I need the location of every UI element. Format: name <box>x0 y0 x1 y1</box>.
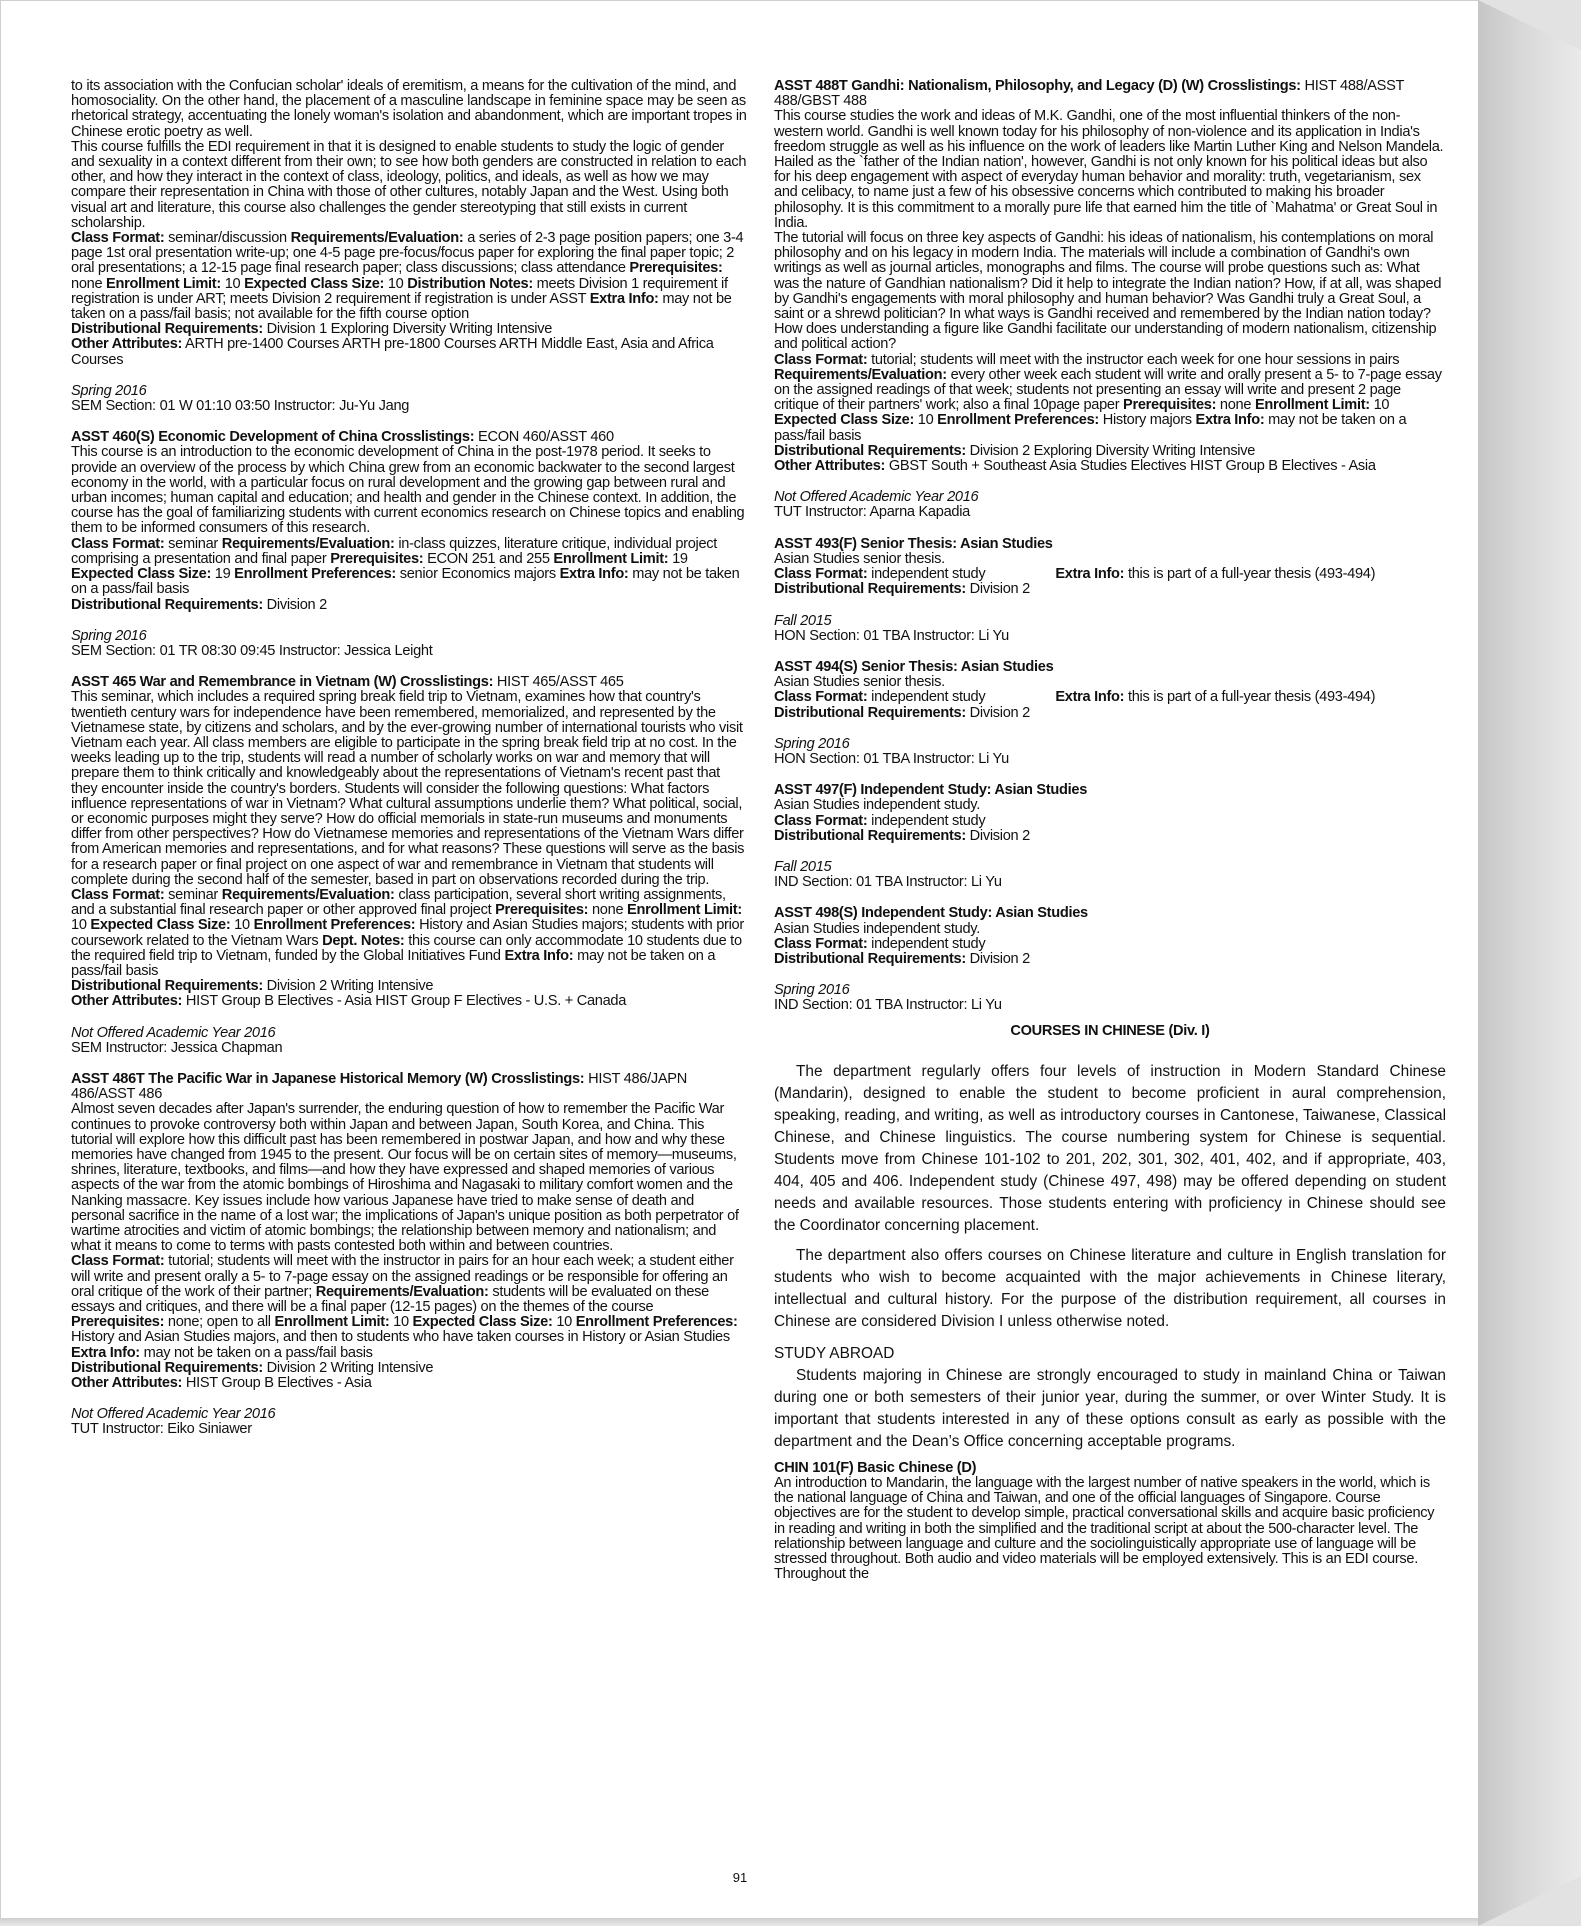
course-description: Asian Studies senior thesis. <box>774 550 945 567</box>
field-label: Class Format: <box>774 812 868 829</box>
term-label: Not Offered Academic Year 2016 <box>71 1024 276 1041</box>
field-label: Distributional Requirements: <box>774 442 966 459</box>
course-title <box>774 906 1446 921</box>
field-label: Prerequisites: <box>330 550 424 567</box>
description-paragraph: This course fulfills the EDI requirement in that it is designed to enable students to study the logic of gender and sexuality in a context different from their own; to see how both genders are constructed in relation to each other, and how they interact in the context of class, ideology, politics, and ideals, as well as how we may compare their representation in China with those of other cultures, notably Japan and the West. Using both visual art and literature, this course also challenges the gender stereotyping that still exists in current scholarship. <box>71 138 747 231</box>
spacer <box>71 613 747 629</box>
course-description <box>71 79 747 231</box>
section-info <box>774 490 1446 520</box>
field-label: Enrollment Limit: <box>1254 397 1370 414</box>
field-label: Extra Info: <box>559 566 629 583</box>
field-label: Extra Info: <box>1055 566 1125 583</box>
field-label: Prerequisites: <box>629 260 723 277</box>
term-label: Spring 2016 <box>71 382 147 399</box>
course-title: ASST 460(S) Economic Development of China Crosslistings: ECON 460/ASST 460 <box>71 429 614 446</box>
spacer <box>71 368 747 384</box>
term-label: Not Offered Academic Year 2016 <box>71 1406 276 1423</box>
section-line: SEM Instructor: Jessica Chapman <box>71 1039 283 1056</box>
field-label: Extra Info: <box>1195 412 1265 429</box>
course-chin-101 <box>774 1461 1446 1583</box>
chinese-translation-paragraph: The department also offers courses on Chinese literature and culture in English translation for students who wish to become acquainted with the major achievements in Chinese literary, intellectual and cultural history. For the purpose of the distribution requirement, all courses in Chinese are considered Division I unless otherwise noted. <box>774 1246 1446 1330</box>
course-entry <box>774 783 1446 844</box>
field-label: Extra Info: <box>589 290 659 307</box>
course-description: Almost seven decades after Japan's surrender, the enduring question of how to remember the Pacific War continues to provoke controversy both within Japan and between Japan, South Korea, and China. This tutorial will explore how this difficult past has been remembered in postwar Japan, and how and why these memories have changed from 1945 to the present. Our focus will be on certain sites of memory—museums, shrines, literature, textbooks, and films—and how they have expressed and shaped memories of various aspects of the war from the atomic bombings of Hiroshima and Nagasaki to military comfort women and the Nanking massacre. Key issues include how various Japanese have tried to make sense of death and personal sacrifice in the name of a lost war; the implications of Japan's unique position as both perpetrator of wartime atrocities and victim of atomic bombings; the relationship between memory and nationalism; and what it means to come to terms with pasts contested both within and between countries. <box>71 1101 739 1255</box>
course-description: This seminar, which includes a required spring break field trip to Vietnam, examines how that country's twentieth century wars for independence have been remembered, memorialized, and represented by the Vietnamese state, by citizens and scholars, and by the ever-growing number of international tourists who visit Vietnam each year. All class members are eligible to participate in the spring break field trip at no cost. In the weeks leading up to the trip, students will read a number of scholarly works on war and memory that will prepare them to think critically and knowledgeably about the representations of Vietnam's recent past that they encounter inside the country's borders. Students will consider the following questions: What factors influence representations of war in Vietnam? What cultural assumptions underlie them? What political, social, or economic purposes might they serve? How do official memorials in state-run museums and monuments differ from other perspectives? How do Vietnamese memories and representations of the Vietnam Wars differ from American memories and representations, and for what reasons? These questions will serve as the basis for a research paper or final project on one aspect of war and remembrance in Vietnam that students will complete during the second half of the semester, based in part on observations recorded during the trip. <box>71 689 745 888</box>
course-description: This course studies the work and ideas of M.K. Gandhi, one of the most influential thinkers of the non-western world. Gandhi is well known today for his philosophy of non-violence and its application in India's freedom struggle as well as his influence on the work of leaders like Martin Luther King and Nelson Mandela. Hailed as the `father of the Indian nation', however, Gandhi is not only known for his political ideas but also for his deep engagement with aspect of everyday human behavior and morality: truth, vegetarianism, sex and celibacy, to name just a few of his obsessive concerns which contributed to making his broader philosophy. It is this commitment to a morally pure life that earned him the title of `Mahatma' or Great Soul in India. <box>774 108 1444 231</box>
course-fields <box>71 231 747 368</box>
spacer <box>71 414 747 430</box>
field-label: Prerequisites: <box>71 1314 165 1331</box>
spacer <box>71 1010 747 1026</box>
field-label: Requirements/Evaluation: <box>221 886 395 903</box>
course-entry <box>71 675 747 1009</box>
section-line: SEM Section: 01 TR 08:30 09:45 Instructor: Jessica Leight <box>71 642 433 659</box>
course-title: ASST 465 War and Remembrance in Vietnam (W) Crosslistings: HIST 465/ASST 465 <box>71 674 624 691</box>
field-line: Class Format: independent study <box>774 935 986 952</box>
course-title-text: ASST 486T The Pacific War in Japanese Historical Memory (W) <box>71 1070 492 1087</box>
field-line: Class Format: seminar Requirements/Evaluation: class participation, several short writing assignments, and a substantial final research paper or other approved final project Prerequisites: none Enrollment Limit: 10 Expected Class Size: 10 Enrollment Preferences: History and Asian Studies majors; students with prior coursework related to the Vietnam Wars Dept. Notes: this course can only accommodate 10 students due to the required field trip to Vietnam, funded by the Global Initiatives Fund Extra Info: may not be taken on a pass/fail basis <box>71 886 744 979</box>
field-label: Extra Info: <box>71 1344 140 1361</box>
spacer <box>774 598 1446 614</box>
section-info <box>71 629 747 659</box>
spacer <box>774 721 1446 737</box>
field-label: Enrollment Limit: <box>627 902 742 919</box>
course-entry <box>774 906 1446 967</box>
field-label: Class Format: <box>71 886 165 903</box>
term-label: Spring 2016 <box>774 735 850 752</box>
field-label: Prerequisites: <box>1123 397 1217 414</box>
section-line: IND Section: 01 TBA Instructor: Li Yu <box>774 874 1002 891</box>
field-label: Distributional Requirements: <box>774 950 966 967</box>
course-entry <box>71 430 747 612</box>
course-description: Asian Studies independent study. <box>774 797 980 814</box>
field-line: Class Format: independent study <box>774 812 986 829</box>
course-entry <box>774 79 1446 474</box>
field-line: Distributional Requirements: Division 2 <box>774 827 1030 844</box>
course-description: An introduction to Mandarin, the language with the largest number of native speakers in the world, which is the national language of China and Taiwan, and one of the official languages of Singapore. Course objectives are for the student to develop simple, practical conversational skills and acquire basic proficiency in reading and writing in both the simplified and the traditional script at about the 500-character level. The relationship between language and culture and the sociolinguistically appropriate use of language will be stressed throughout. Both audio and video materials will be employed extensively. This is an EDI course. Throughout the <box>774 1474 1435 1583</box>
course-title-text: ASST 460(S) Economic Development of China <box>71 429 382 446</box>
course-description: Asian Studies independent study. <box>774 920 980 937</box>
field-label: Enrollment Preferences: <box>234 566 396 583</box>
spacer <box>774 521 1446 537</box>
field-line: Class Format: independent study Extra Info: this is part of a full-year thesis (493-494) <box>774 689 1376 706</box>
field-label: Extra Info: <box>1055 689 1125 706</box>
description-paragraph: to its association with the Confucian scholar' ideals of eremitism, a means for the cultivation of the mind, and homosociality. On the other hand, the placement of a masculine landscape in feminine space may be seen as rhetorical strategy, accentuating the lonely woman's isolation and abandonment, which are important tropes in Chinese erotic poetry as well. <box>71 78 747 140</box>
field-line: Class Format: tutorial; students will meet with the instructor in pairs for an hour each week; a student either will write and present orally a 5- to 7-page essay on the assigned readings or be responsible for offering an oral critique of the work of their partner; Requirements/Evaluation: students will be evaluated on these essays and critiques, and there will be a final paper (12-15 pages) on the themes of the course Prerequisites: none; open to all Enrollment Limit: 10 Expected Class Size: 10 Enrollment Preferences: History and Asian Studies majors, and then to students who have taken courses in History or Asian Studies Extra Info: may not be taken on a pass/fail basis <box>71 1253 738 1361</box>
course-title <box>774 783 1446 798</box>
field-label: Distributional Requirements: <box>71 596 263 613</box>
field-label: Class Format: <box>774 689 868 706</box>
field-line: Class Format: independent study Extra Info: this is part of a full-year thesis (493-494) <box>774 566 1376 583</box>
crosslistings-label: Crosslistings: <box>381 429 475 446</box>
field-label: Class Format: <box>774 566 868 583</box>
field-line: Class Format: tutorial; students will meet with the instructor each week for one hour sessions in pairs Requirements/Evaluation: every other week each student will write and orally present a 5- to 7-page essay on the assigned readings of that week; students not presenting an essay will write and present 2 page critique of their partners' work; also a final 10page paper Prerequisites: none Enrollment Limit: 10 Expected Class Size: 10 Enrollment Preferences: History majors Extra Info: may not be taken on a pass/fail basis <box>774 351 1442 444</box>
field-label: Other Attributes: <box>71 1375 183 1392</box>
section-line: TUT Instructor: Aparna Kapadia <box>774 504 970 521</box>
course-description: This course is an introduction to the economic development of China in the post-1978 period. It seeks to provide an overview of the process by which China grew from an economic backwater to the second largest economy in the world, with a particular focus on rural development and the growing gap between rural and urban incomes; human capital and education; and health and gender in the Chinese context. In addition, the course has the goal of familiarizing students with current economics research on Chinese topics and enabling them to be informed consumers of this research. <box>71 444 745 537</box>
spacer <box>71 1056 747 1072</box>
field-label: Other Attributes: <box>71 993 183 1010</box>
page-number: 91 <box>732 1870 748 1885</box>
crosslistings-label: Crosslistings: <box>400 674 494 691</box>
left-column <box>71 79 747 1438</box>
term-label: Spring 2016 <box>71 627 147 644</box>
course-title: CHIN 101(F) Basic Chinese (D) <box>774 1459 977 1476</box>
field-label: Requirements/Evaluation: <box>774 366 947 383</box>
course-entry <box>774 660 1446 721</box>
spacer <box>774 967 1446 983</box>
spacer <box>71 659 747 675</box>
page-edge-shadow <box>1478 0 1581 1926</box>
field-label: Class Format: <box>71 230 165 247</box>
course-description: Asian Studies senior thesis. <box>774 674 945 691</box>
section-info <box>71 384 747 414</box>
field-label: Enrollment Limit: <box>274 1314 390 1331</box>
field-label: Expected Class Size: <box>244 275 385 292</box>
course-title-text: ASST 488T Gandhi: Nationalism, Philosophy, and Legacy (D) (W) <box>774 78 1208 94</box>
field-label: Distributional Requirements: <box>71 321 263 338</box>
section-info <box>71 1026 747 1056</box>
right-course-list <box>774 79 1446 1014</box>
spacer <box>774 767 1446 783</box>
spacer <box>71 1391 747 1407</box>
course-title: ASST 488T Gandhi: Nationalism, Philosophy, and Legacy (D) (W) Crosslistings: HIST 488/ASST 488/GBST 488 <box>774 78 1404 110</box>
field-line: Distributional Requirements: Division 2 Writing Intensive <box>71 978 434 995</box>
field-label: Dept. Notes: <box>322 932 405 949</box>
course-title <box>774 660 1446 675</box>
term-label: Fall 2015 <box>774 858 832 875</box>
field-label: Distributional Requirements: <box>774 581 966 598</box>
field-line: Other Attributes: GBST South + Southeast Asia Studies Electives HIST Group B Electives - Asia <box>774 458 1376 475</box>
field-line: Distributional Requirements: Division 2 Exploring Diversity Writing Intensive <box>774 442 1256 459</box>
field-line: Other Attributes: ARTH pre-1400 Courses ARTH pre-1800 Courses ARTH Middle East, Asia and Africa Courses <box>71 336 714 368</box>
spacer <box>774 890 1446 906</box>
section-line: SEM Section: 01 W 01:10 03:50 Instructor: Ju-Yu Jang <box>71 398 410 415</box>
right-column <box>774 79 1446 1582</box>
field-line: Distributional Requirements: Division 2 <box>774 704 1030 721</box>
field-label: Class Format: <box>774 935 868 952</box>
course-title-text: ASST 497(F) Independent Study: Asian Studies <box>774 782 1088 799</box>
field-label: Extra Info: <box>504 947 574 964</box>
crosslistings-label: Crosslistings: <box>491 1070 585 1087</box>
field-line: Other Attributes: HIST Group B Electives - Asia <box>71 1375 372 1392</box>
field-label: Prerequisites: <box>495 902 589 919</box>
course-title-text: ASST 493(F) Senior Thesis: Asian Studies <box>774 535 1053 552</box>
field-line: Class Format: seminar/discussion Requirements/Evaluation: a series of 2-3 page position papers; one 3-4 page 1st oral presentation write-up; one 4-5 page pre-focus/focus paper for exploring the final paper topic; 2 oral presentations; a 12-15 page final research paper; class discussions; class attendance Prerequisites: none Enrollment Limit: 10 Expected Class Size: 10 Distribution Notes: meets Division 1 requirement if registration is under ART; meets Division 2 requirement if registration is under ASST Extra Info: may not be taken on a pass/fail basis; not available for the fifth course option <box>71 230 744 323</box>
field-label: Distributional Requirements: <box>71 1359 263 1376</box>
field-line: Distributional Requirements: Division 1 Exploring Diversity Writing Intensive <box>71 321 553 338</box>
field-line: Distributional Requirements: Division 2 <box>71 596 327 613</box>
field-line: Class Format: seminar Requirements/Evaluation: in-class quizzes, literature critique, individual project comprising a presentation and final paper Prerequisites: ECON 251 and 255 Enrollment Limit: 19 Expected Class Size: 19 Enrollment Preferences: senior Economics majors Extra Info: may not be taken on a pass/fail basis <box>71 535 740 598</box>
chinese-courses-heading: COURSES IN CHINESE (Div. I) <box>1010 1022 1210 1039</box>
section-line: IND Section: 01 TBA Instructor: Li Yu <box>774 997 1002 1014</box>
field-label: Expected Class Size: <box>71 566 212 583</box>
course-title-text: ASST 465 War and Remembrance in Vietnam (W) <box>71 674 401 691</box>
field-label: Other Attributes: <box>71 336 183 353</box>
field-label: Enrollment Preferences: <box>253 917 416 934</box>
field-label: Distributional Requirements: <box>774 827 966 844</box>
field-label: Requirements/Evaluation: <box>221 535 395 552</box>
course-title-text: ASST 498(S) Independent Study: Asian Studies <box>774 905 1088 922</box>
field-line: Distributional Requirements: Division 2 Writing Intensive <box>71 1359 434 1376</box>
field-label: Requirements/Evaluation: <box>315 1283 489 1300</box>
spacer <box>774 644 1446 660</box>
field-label: Distributional Requirements: <box>774 704 966 721</box>
course-entry <box>71 1072 747 1391</box>
field-label: Distributional Requirements: <box>71 978 263 995</box>
section-line: HON Section: 01 TBA Instructor: Li Yu <box>774 627 1009 644</box>
field-label: Enrollment Preferences: <box>937 412 1099 429</box>
course-title: ASST 486T The Pacific War in Japanese Historical Memory (W) Crosslistings: HIST 486/JAPN 486/ASST 486 <box>71 1070 687 1103</box>
field-label: Class Format: <box>774 351 868 368</box>
section-line: HON Section: 01 TBA Instructor: Li Yu <box>774 750 1009 767</box>
term-label: Spring 2016 <box>774 982 850 999</box>
term-label: Not Offered Academic Year 2016 <box>774 489 979 506</box>
page-bottom-shadow <box>0 1918 1478 1926</box>
field-label: Enrollment Limit: <box>106 275 221 292</box>
field-label: Class Format: <box>71 1253 165 1270</box>
section-info <box>774 983 1446 1013</box>
course-title <box>774 537 1446 552</box>
study-abroad-heading: STUDY ABROAD <box>774 1344 895 1362</box>
course-title-text: ASST 494(S) Senior Thesis: Asian Studies <box>774 658 1054 675</box>
field-label: Class Format: <box>71 535 165 552</box>
term-label: Fall 2015 <box>774 612 832 629</box>
section-info <box>774 614 1446 644</box>
field-label: Expected Class Size: <box>90 917 231 934</box>
crosslistings-label: Crosslistings: <box>1207 78 1301 94</box>
course-entry <box>774 537 1446 598</box>
section-line: TUT Instructor: Eiko Siniawer <box>71 1421 252 1438</box>
course-description: The tutorial will focus on three key aspects of Gandhi: his ideas of nationalism, his contemplations on moral philosophy and on his legacy in modern India. The materials will include a combination of Gandhi's own writings as well as journal articles, monographs and films. The course will probe questions such as: What was the nature of Gandhian nationalism? Did it help to integrate the Indian nation? How, if at all, was shaped by Gandhi's engagements with moral philosophy and human behavior? Was Gandhi truly a Great Soul, a saint or a shrewd politician? In what ways is Gandhi received and remembered by the Indian nation today? How does understanding a figure like Gandhi facilitate our understanding of modern nationalism, citizenship and political action? <box>774 230 1442 353</box>
field-line: Distributional Requirements: Division 2 <box>774 581 1030 598</box>
section-info <box>71 1407 747 1437</box>
field-label: Other Attributes: <box>774 458 886 475</box>
chinese-intro-paragraph: The department regularly offers four levels of instruction in Modern Standard Chinese (Mandarin), designed to enable the student to become proficient in aural comprehension, speaking, reading, and writing, as well as introductory courses in Cantonese, Taiwanese, Classical Chinese, and Chinese linguistics. The course numbering system for Chinese is sequential. Students move from Chinese 101-102 to 201, 202, 301, 302, 401, 402, and if appropriate, 403, 404, 405 and 406. Independent study (Chinese 497, 498) may be offered depending on student needs and available resources. Those students entering with proficiency in Chinese should see the Coordinator concerning placement. <box>774 1062 1446 1234</box>
spacer <box>774 844 1446 860</box>
field-label: Distribution Notes: <box>407 275 533 292</box>
section-info <box>774 737 1446 767</box>
field-label: Expected Class Size: <box>774 412 915 429</box>
field-label: Enrollment Limit: <box>553 550 669 567</box>
field-line: Other Attributes: HIST Group B Electives - Asia HIST Group F Electives - U.S. + Canada <box>71 993 627 1010</box>
field-line: Distributional Requirements: Division 2 <box>774 950 1030 967</box>
field-label: Requirements/Evaluation: <box>290 230 464 247</box>
field-label: Enrollment Preferences: <box>575 1314 738 1331</box>
study-abroad-paragraph: Students majoring in Chinese are strongly encouraged to study in mainland China or Taiwan during one or both semesters of their junior year, during the summer, or over Winter Study. It is important that students interested in any of these options consult as early as possible with the department and the Dean’s Office concerning acceptable programs. <box>774 1366 1446 1450</box>
field-label: Expected Class Size: <box>412 1314 553 1331</box>
spacer <box>774 474 1446 490</box>
section-info <box>774 860 1446 890</box>
